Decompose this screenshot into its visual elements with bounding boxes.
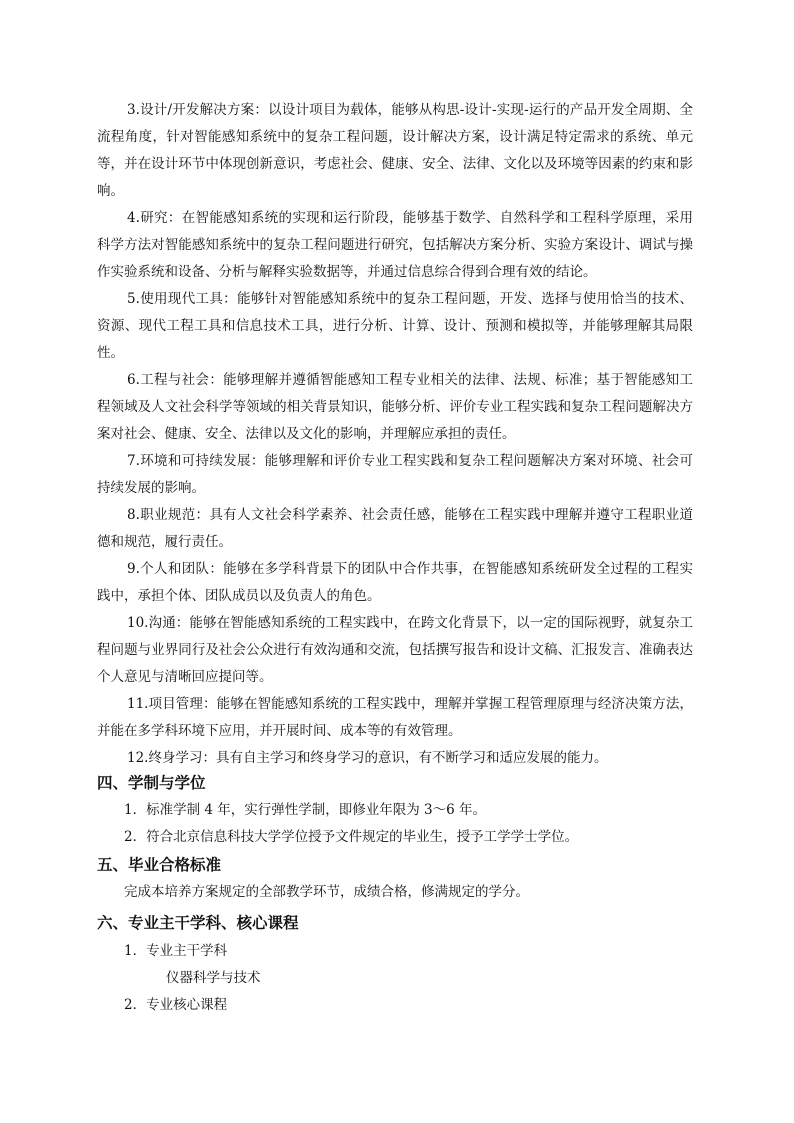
graduation-requirements-list [97, 97, 693, 772]
requirement-3: 3.设计/开发解决方案：以设计项目为载体，能够从构思-设计-实现-运行的产品开发全周期、全流程角度，针对智能感知系统中的复杂工程问题，设计解决方案，设计满足特定需求的系统、单元等，并在设计环节中体现创新意识，考虑社会、健康、安全、法律、文化以及环境等因素的约束和影响。 [97, 102, 693, 199]
requirement-5: 5.使用现代工具：能够针对智能感知系统中的复杂工程问题，开发、选择与使用恰当的技术、资源、现代工程工具和信息技术工具，进行分析、计算、设计、预测和模拟等，并能够理解其局限性。 [97, 291, 693, 361]
graduation-standard-text: 完成本培养方案规定的全部教学环节，成绩合格，修满规定的学分。 [124, 884, 529, 900]
core-courses-label: 2．专业核心课程 [124, 997, 228, 1013]
main-discipline-label: 1．专业主干学科 [124, 943, 228, 959]
main-discipline-value: 仪器科学与技术 [166, 970, 261, 986]
section-heading-duration-degree: 四、学制与学位 [97, 774, 206, 792]
requirement-10: 10.沟通：能够在智能感知系统的工程实践中，在跨文化背景下，以一定的国际视野，就复杂工程问题与业界同行及社会公众进行有效沟通和交流，包括撰写报告和设计文稿、汇报发言、准确表达个人意见与清晰回应提问等。 [97, 615, 693, 685]
requirement-4: 4.研究：在智能感知系统的实现和运行阶段，能够基于数学、自然科学和工程科学原理，采用科学方法对智能感知系统中的复杂工程问题进行研究，包括解决方案分析、实验方案设计、调试与操作实验系统和设备、分析与解释实验数据等，并通过信息综合得到合理有效的结论。 [97, 210, 693, 280]
section-heading-graduation-standard: 五、毕业合格标准 [97, 856, 222, 874]
requirement-12: 12.终身学习：具有自主学习和终身学习的意识，有不断学习和适应发展的能力。 [127, 750, 608, 766]
requirement-6: 6.工程与社会：能够理解并遵循智能感知工程专业相关的法律、法规、标准；基于智能感知工程领域及人文社会科学等领域的相关背景知识，能够分析、评价专业工程实践和复杂工程问题解决方案对社会、健康、安全、法律以及文化的影响，并理解应承担的责任。 [97, 372, 693, 442]
requirement-8: 8.职业规范：具有人文社会科学素养、社会责任感，能够在工程实践中理解并遵守工程职业道德和规范，履行责任。 [97, 507, 693, 550]
section-heading-disciplines-courses: 六、专业主干学科、核心课程 [97, 914, 299, 932]
duration-item: 1．标准学制 4 年，实行弹性学制，即修业年限为 3～6 年。 [124, 802, 487, 818]
requirement-9: 9.个人和团队：能够在多学科背景下的团队中合作共事，在智能感知系统研发全过程的工程实践中，承担个体、团队成员以及负责人的角色。 [97, 561, 693, 604]
requirement-7: 7.环境和可持续发展：能够理解和评价专业工程实践和复杂工程问题解决方案对环境、社会可持续发展的影响。 [97, 453, 693, 496]
degree-item: 2．符合北京信息科技大学学位授予文件规定的毕业生，授予工学学士学位。 [124, 829, 579, 845]
requirement-11: 11.项目管理：能够在智能感知系统的工程实践中，理解并掌握工程管理原理与经济决策方法，并能在多学科环境下应用，并开展时间、成本等的有效管理。 [97, 696, 693, 739]
